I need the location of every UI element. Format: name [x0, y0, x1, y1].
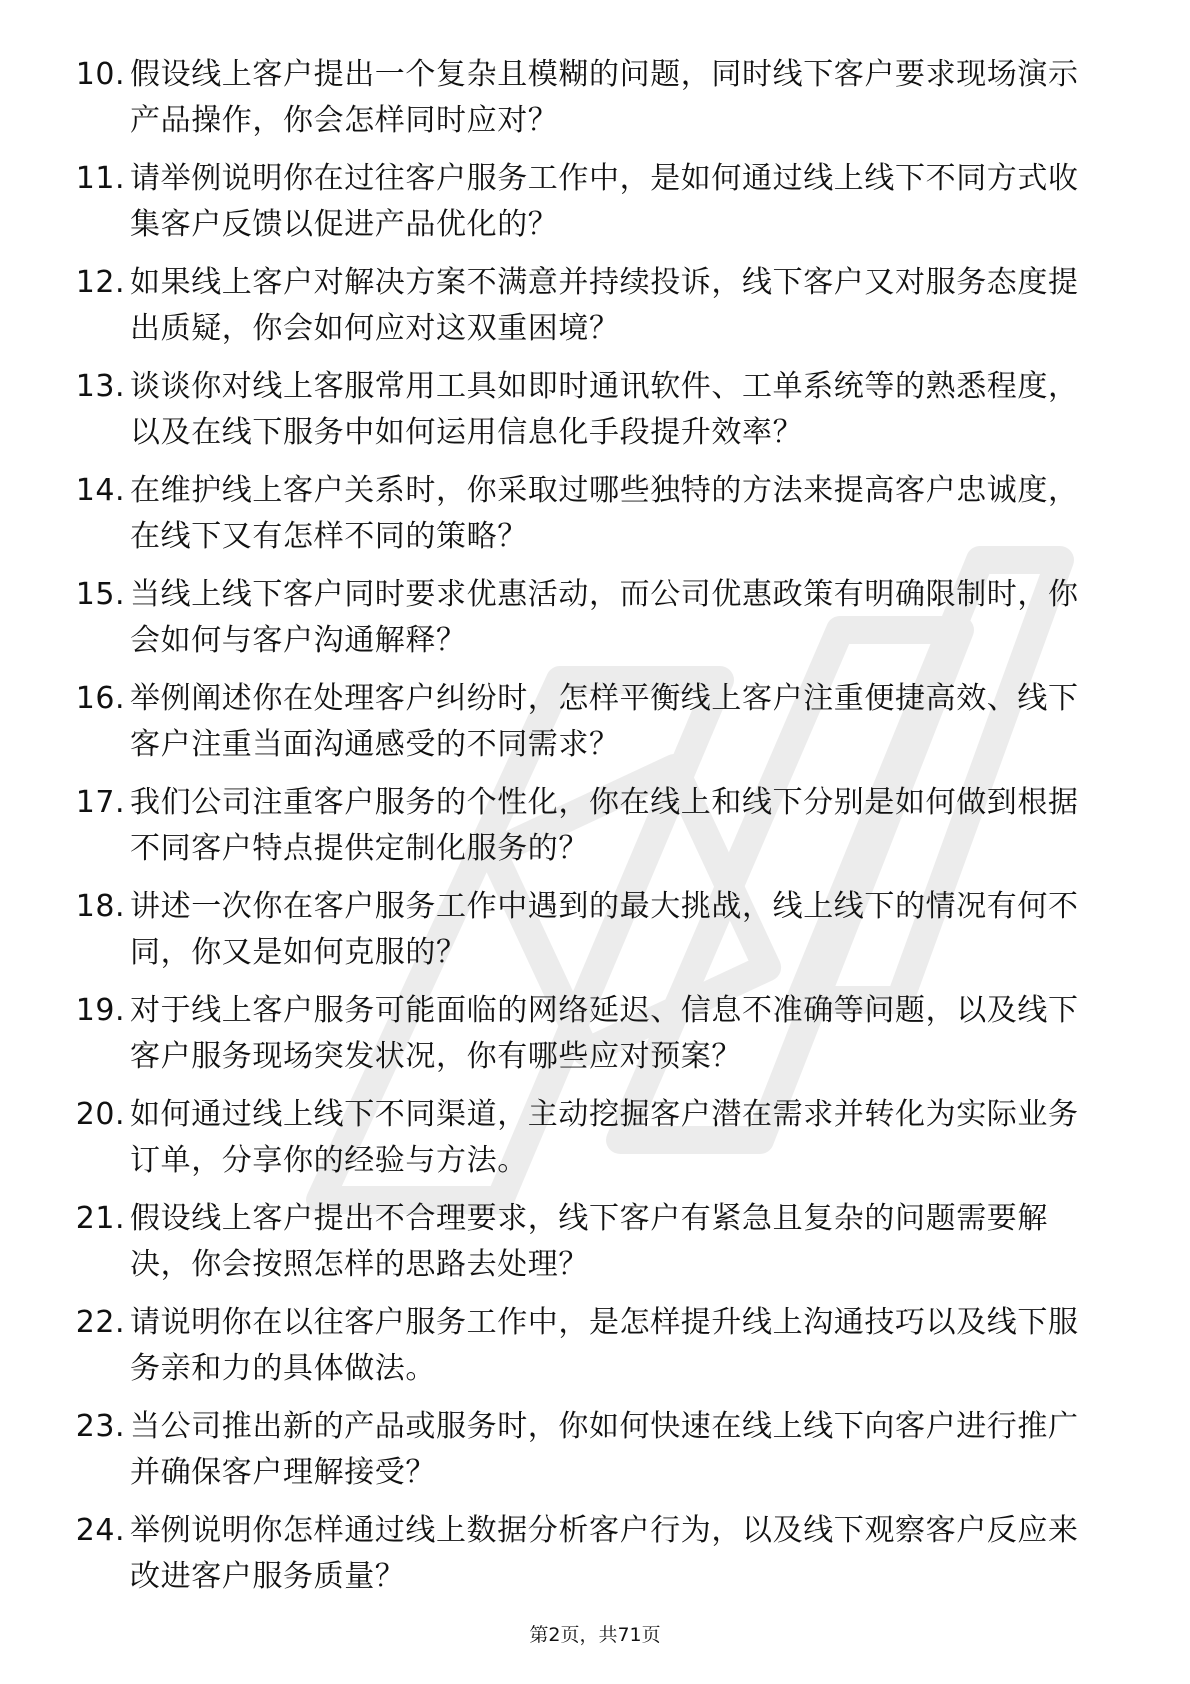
question-item	[55, 468, 1105, 572]
question-number: 16.	[75, 681, 125, 716]
question-number: 14.	[75, 473, 125, 508]
question-text: 如果线上客户对解决方案不满意并持续投诉，线下客户又对服务态度提出质疑，你会如何应对这双重困境？	[130, 265, 1079, 346]
question-number: 10.	[75, 57, 125, 92]
question-item	[55, 676, 1105, 780]
question-text: 请说明你在以往客户服务工作中，是怎样提升线上沟通技巧以及线下服务亲和力的具体做法。	[130, 1305, 1079, 1386]
question-item	[55, 1092, 1105, 1196]
question-number: 13.	[75, 369, 125, 404]
question-text: 讲述一次你在客户服务工作中遇到的最大挑战，线上线下的情况有何不同，你又是如何克服的？	[130, 889, 1079, 970]
question-item	[55, 1404, 1105, 1508]
question-item	[55, 1508, 1105, 1612]
question-number: 17.	[75, 785, 125, 820]
question-item	[55, 780, 1105, 884]
question-item	[55, 1300, 1105, 1404]
question-text: 假设线上客户提出不合理要求，线下客户有紧急且复杂的问题需要解决，你会按照怎样的思路去处理？	[130, 1201, 1048, 1282]
question-number: 21.	[75, 1201, 125, 1236]
question-text: 假设线上客户提出一个复杂且模糊的问题，同时线下客户要求现场演示产品操作，你会怎样同时应对？	[130, 57, 1079, 138]
question-number: 24.	[75, 1513, 125, 1548]
page-footer	[0, 1623, 1190, 1647]
question-text: 在维护线上客户关系时，你采取过哪些独特的方法来提高客户忠诚度，在线下又有怎样不同的策略？	[130, 473, 1079, 554]
question-text: 当线上线下客户同时要求优惠活动，而公司优惠政策有明确限制时，你会如何与客户沟通解释？	[130, 577, 1079, 658]
question-text: 当公司推出新的产品或服务时，你如何快速在线上线下向客户进行推广并确保客户理解接受？	[130, 1409, 1079, 1490]
question-item	[55, 884, 1105, 988]
question-number: 19.	[75, 993, 125, 1028]
question-text: 举例阐述你在处理客户纠纷时，怎样平衡线上客户注重便捷高效、线下客户注重当面沟通感受的不同需求？	[130, 681, 1079, 762]
question-number: 22.	[75, 1305, 125, 1340]
question-text: 请举例说明你在过往客户服务工作中，是如何通过线上线下不同方式收集客户反馈以促进产品优化的？	[130, 161, 1079, 242]
question-text: 谈谈你对线上客服常用工具如即时通讯软件、工单系统等的熟悉程度，以及在线下服务中如何运用信息化手段提升效率？	[130, 369, 1079, 450]
question-item	[55, 52, 1105, 156]
question-list	[55, 52, 1105, 1612]
page-number-label: 第2页，共71页	[529, 1624, 661, 1646]
question-number: 18.	[75, 889, 125, 924]
question-text: 对于线上客户服务可能面临的网络延迟、信息不准确等问题，以及线下客户服务现场突发状况，你有哪些应对预案？	[130, 993, 1079, 1074]
question-number: 12.	[75, 265, 125, 300]
question-item	[55, 260, 1105, 364]
question-text: 我们公司注重客户服务的个性化，你在线上和线下分别是如何做到根据不同客户特点提供定制化服务的？	[130, 785, 1079, 866]
question-item	[55, 572, 1105, 676]
question-text: 举例说明你怎样通过线上数据分析客户行为，以及线下观察客户反应来改进客户服务质量？	[130, 1513, 1079, 1594]
question-number: 23.	[75, 1409, 125, 1444]
question-item	[55, 1196, 1105, 1300]
question-item	[55, 364, 1105, 468]
question-item	[55, 988, 1105, 1092]
question-text: 如何通过线上线下不同渠道，主动挖掘客户潜在需求并转化为实际业务订单，分享你的经验与方法。	[130, 1097, 1079, 1178]
question-item	[55, 156, 1105, 260]
question-number: 11.	[75, 161, 125, 196]
question-number: 15.	[75, 577, 125, 612]
question-number: 20.	[75, 1097, 125, 1132]
